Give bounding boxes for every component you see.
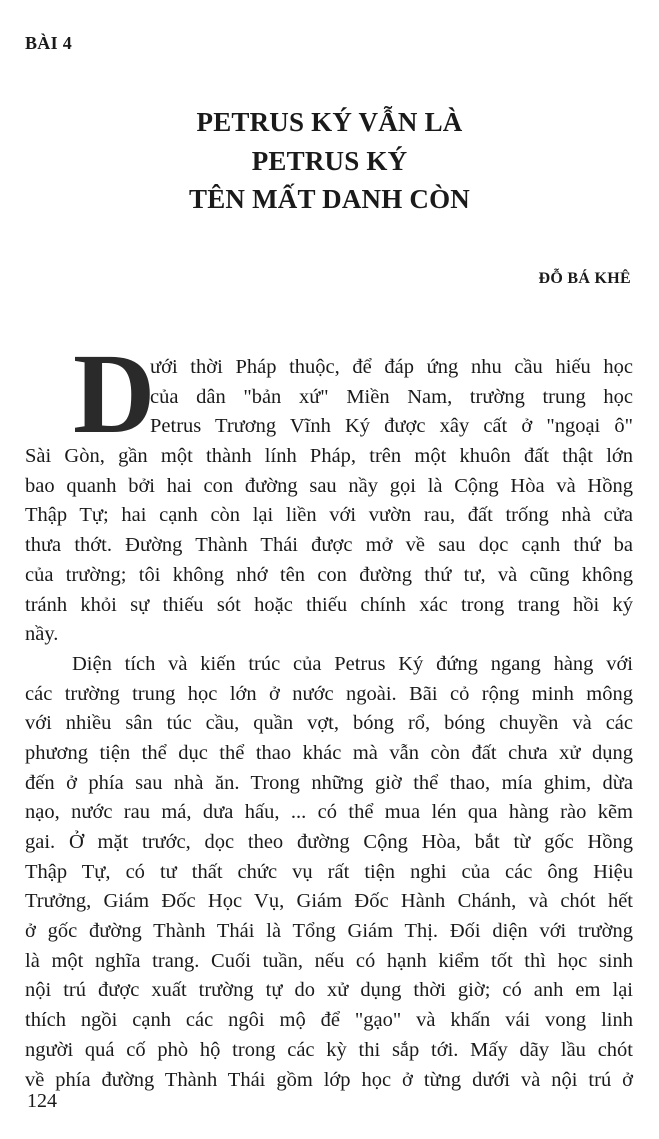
text-line: ở gốc đường Thành Thái là Tổng Giám Thị. Đối diện với trường — [25, 920, 633, 943]
text-line: là một nghĩa trang. Cuối tuần, nếu có hạnh kiểm tốt thì học sinh — [25, 949, 633, 972]
text-line: về phía đường Thành Thái gồm lớp học ở từng dưới và nội trú ở — [25, 1068, 633, 1091]
title-line: TÊN MẤT DANH CÒN — [189, 184, 470, 214]
article-body — [25, 330, 633, 1095]
text-line: bao quanh bởi hai con đường sau nầy gọi là Cộng Hòa và Hồng — [25, 474, 633, 497]
text-line: gai. Ở mặt trước, dọc theo đường Cộng Hòa, bắt từ gốc Hồng — [25, 831, 633, 853]
text-line: của trường; tôi không nhớ tên con đường thứ tư, và cũng không — [25, 563, 633, 586]
text-line: Trưởng, Giám Đốc Học Vụ, Giám Đốc Hành Chánh, và chót hết — [25, 890, 633, 913]
title-line: PETRUS KÝ VẪN LÀ — [196, 107, 463, 137]
text-line: nạo, nước rau má, dưa hấu, ... có thể mua lén qua hàng rào kẽm — [25, 801, 633, 824]
text-line: ưới thời Pháp thuộc, để đáp ứng nhu cầu hiếu học — [150, 356, 633, 378]
paragraph — [25, 650, 633, 1095]
text-line: người quá cố phò hộ trong các kỳ thi sắp tới. Mấy dãy lầu chót — [25, 1038, 633, 1061]
drop-cap: D — [73, 330, 156, 457]
text-line: Thập Tự; hai cạnh còn lại liền với vườn rau, đất trống nhà cửa — [25, 504, 633, 527]
text-line: thích ngồi cạnh các ngôi mộ để "gạo" và khấn vái vong linh — [25, 1009, 633, 1032]
page-number: 124 — [27, 1090, 57, 1112]
text-line: tránh khỏi sự thiếu sót hoặc thiếu chính xác trong trang hồi ký — [25, 593, 633, 616]
text-line: nầy. — [25, 623, 59, 646]
author-name: ĐỖ BÁ KHÊ — [538, 270, 631, 287]
text-line: Sài Gòn, gần một thành lính Pháp, trên một khuôn đất thật lớn — [25, 445, 633, 468]
text-line: của dân "bản xứ" Miền Nam, trường trung học — [150, 385, 633, 408]
article-title — [0, 103, 659, 219]
lesson-label: BÀI 4 — [25, 33, 73, 53]
text-line: các trường trung học lớn ở nước ngoài. Bãi cỏ rộng minh mông — [25, 682, 633, 705]
text-line: với nhiều sân túc cầu, quần vợt, bóng rổ, bóng chuyền và các — [25, 712, 633, 735]
text-line: phương tiện thể dục thể thao khác mà vẫn còn đất chưa xử dụng — [25, 741, 633, 764]
text-line: đến ở phía sau nhà ăn. Trong những giờ thể thao, mía ghim, dừa — [25, 771, 633, 794]
text-line: Thập Tự, có tư thất chức vụ rất tiện nghi của các ông Hiệu — [25, 860, 633, 883]
title-line: PETRUS KÝ — [251, 145, 408, 176]
text-line: Diện tích và kiến trúc của Petrus Ký đứng ngang hàng với — [72, 652, 633, 675]
text-line: nội trú được xuất trường tự do xử dụng thời giờ; có anh em lại — [25, 979, 633, 1002]
text-line: Petrus Trương Vĩnh Ký được xây cất ở "ngoại ô" — [150, 415, 633, 438]
text-line: thưa thớt. Đường Thành Thái được mở về sau dọc cạnh thứ ba — [25, 534, 633, 557]
